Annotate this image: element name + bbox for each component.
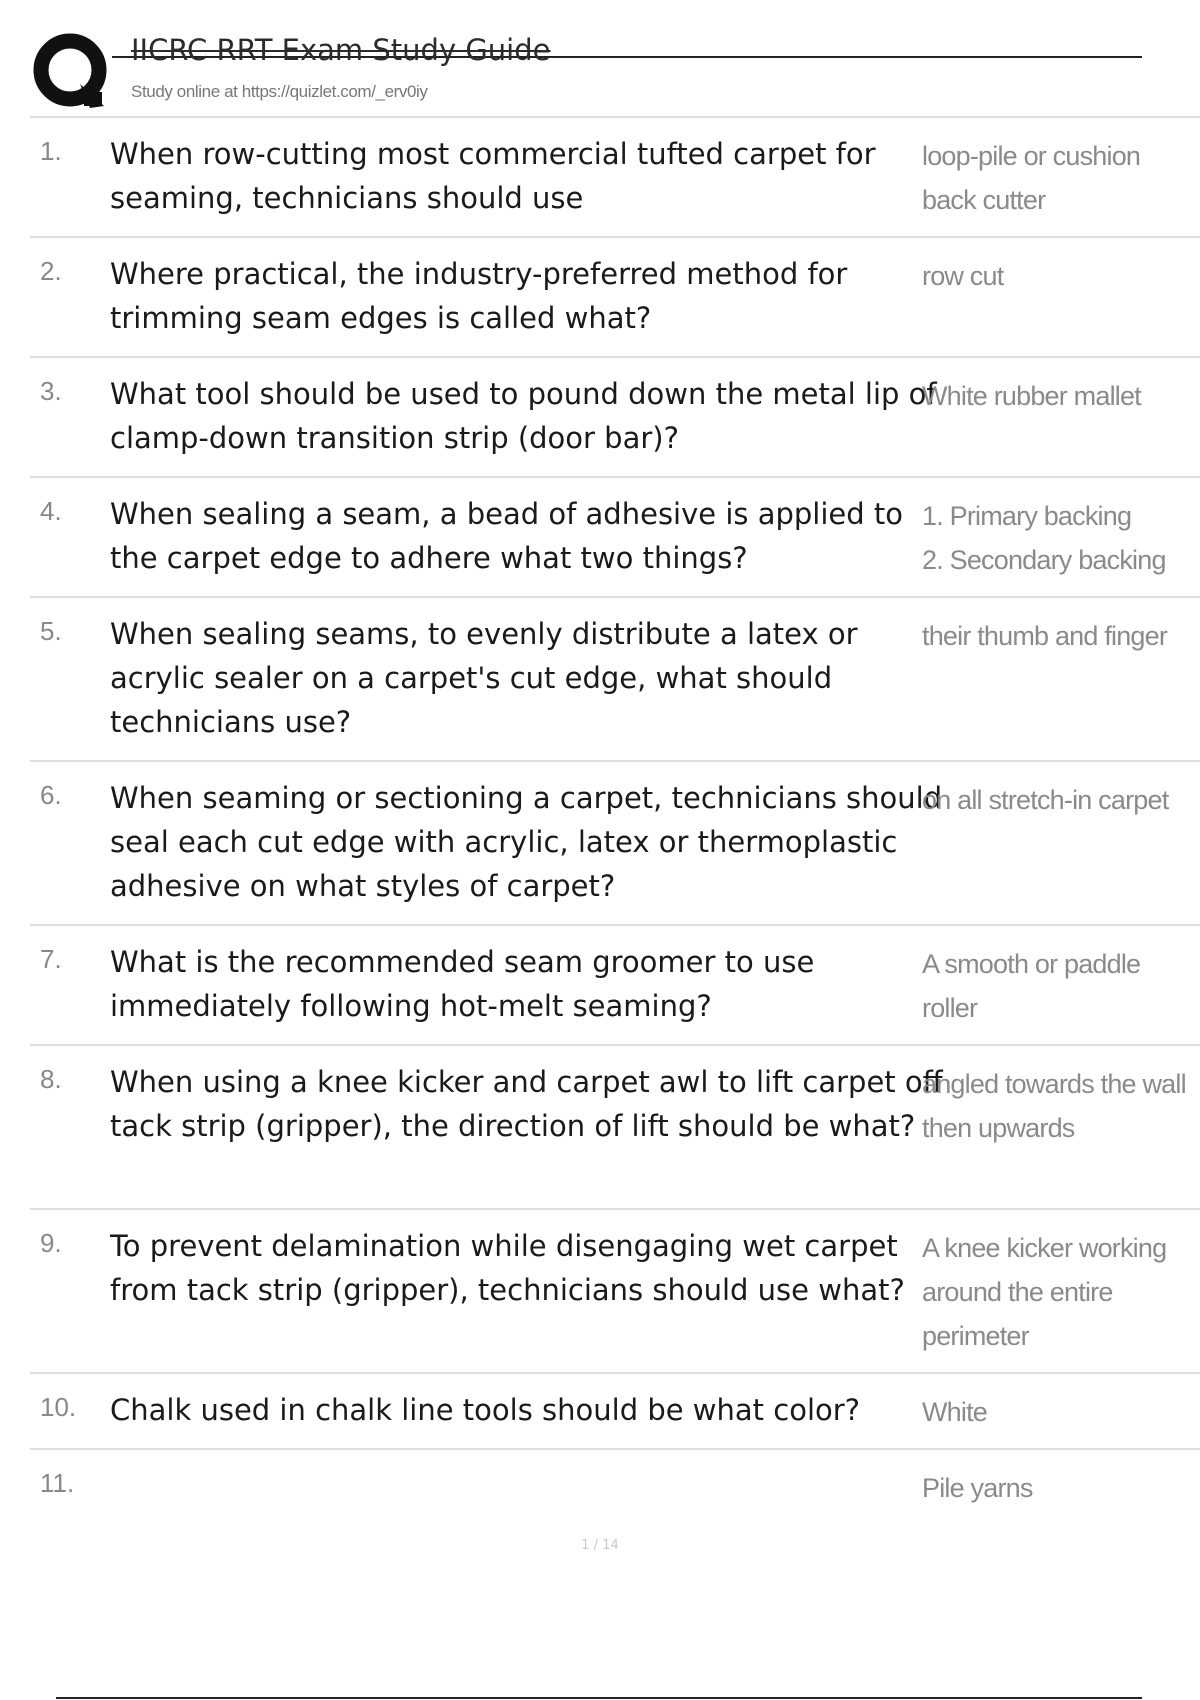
document-subtitle: Study online at https://quizlet.com/_erv0iy: [131, 82, 428, 101]
document-header: [0, 0, 1200, 118]
quizlet-logo-icon: [32, 32, 112, 112]
flashcard-10: [30, 1372, 1200, 1448]
card-number: 2.: [40, 256, 62, 286]
flashcard-5: [30, 596, 1200, 760]
card-number: 5.: [40, 616, 62, 646]
flashcard-2: [30, 236, 1200, 356]
flashcard-11: [30, 1448, 1200, 1524]
footer-rule: [56, 1697, 1142, 1699]
flashcard-8: [30, 1044, 1200, 1208]
card-term: Where practical, the industry-preferred method for trimming seam edges is called what?: [110, 257, 848, 335]
flashcard-9: [30, 1208, 1200, 1372]
card-term: To prevent delamination while disengaging wet carpet from tack strip (gripper), technicians should use what?: [110, 1229, 905, 1307]
card-term: When sealing a seam, a bead of adhesive is applied to the carpet edge to adhere what two things?: [110, 497, 903, 575]
flashcard-6: [30, 760, 1200, 924]
card-definition: 1. Primary backing 2. Secondary backing: [922, 501, 1166, 575]
card-number: 3.: [40, 376, 62, 406]
card-definition: on all stretch-in carpet: [922, 785, 1169, 815]
flashcard-list: [30, 116, 1200, 1524]
card-term: When sealing seams, to evenly distribute a latex or acrylic sealer on a carpet's cut edge, what should technicians use?: [110, 617, 858, 739]
card-definition: A smooth or paddle roller: [922, 949, 1141, 1023]
card-number: 9.: [40, 1228, 62, 1258]
flashcard-1: [30, 116, 1200, 236]
card-definition: row cut: [922, 261, 1004, 291]
flashcard-7: [30, 924, 1200, 1044]
flashcard-3: [30, 356, 1200, 476]
card-term: What is the recommended seam groomer to use immediately following hot-melt seaming?: [110, 945, 815, 1023]
card-definition: their thumb and finger: [922, 621, 1168, 651]
card-number: 8.: [40, 1064, 62, 1094]
card-number: 6.: [40, 780, 62, 810]
page-number: 1 / 14: [581, 1538, 619, 1553]
document-title: IICRC RRT Exam Study Guide: [131, 33, 551, 67]
card-term: When using a knee kicker and carpet awl to lift carpet off tack strip (gripper), the direction of lift should be what?: [110, 1065, 943, 1143]
card-term: Chalk used in chalk line tools should be what color?: [110, 1393, 861, 1427]
card-term: What tool should be used to pound down the metal lip of clamp-down transition strip (door bar)?: [110, 377, 937, 455]
card-number: 4.: [40, 496, 62, 526]
flashcard-4: [30, 476, 1200, 596]
card-definition: White: [922, 1397, 988, 1427]
card-definition: A knee kicker working around the entire perimeter: [922, 1233, 1167, 1351]
card-definition: Pile yarns: [922, 1473, 1033, 1503]
card-term: When row-cutting most commercial tufted carpet for seaming, technicians should use: [110, 137, 876, 215]
card-term: When seaming or sectioning a carpet, technicians should seal each cut edge with acrylic, latex or thermoplastic adhesive on what styles of carpet?: [110, 781, 943, 903]
card-definition: loop-pile or cushion back cutter: [922, 141, 1141, 215]
card-number: 7.: [40, 944, 62, 974]
card-definition: White rubber mallet: [922, 381, 1141, 411]
card-number: 10.: [40, 1392, 77, 1422]
card-number: 1.: [40, 136, 62, 166]
card-number: 11.: [40, 1468, 75, 1498]
card-definition: angled towards the wall then upwards: [922, 1069, 1186, 1143]
